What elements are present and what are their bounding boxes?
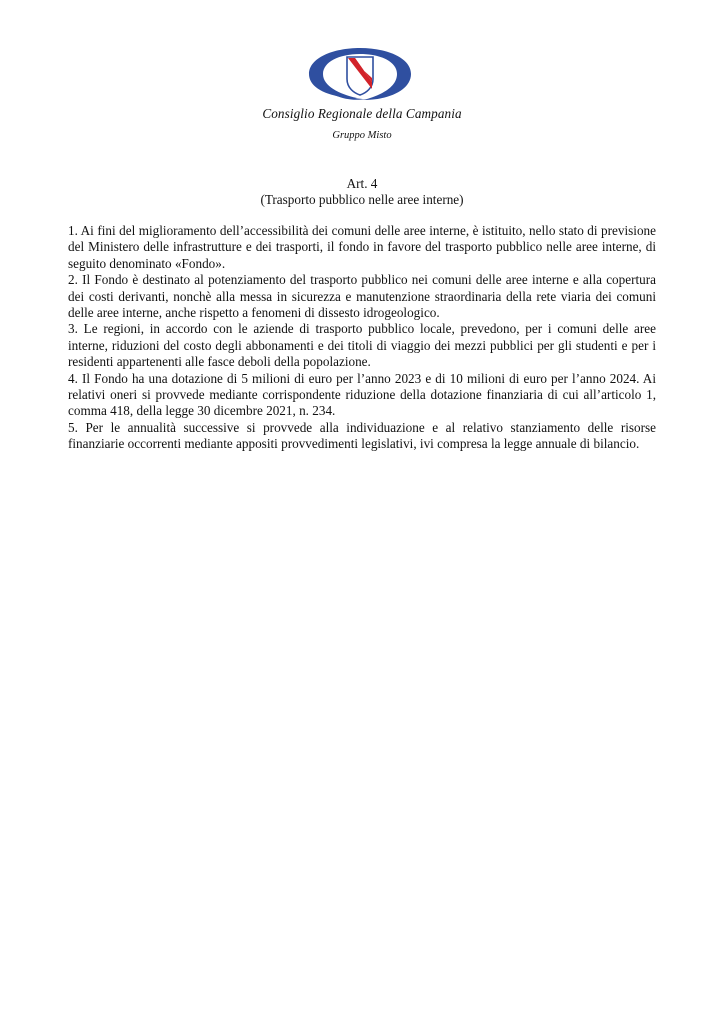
paragraph-4: 4. Il Fondo ha una dotazione di 5 milioni di euro per l’anno 2023 e di 10 milioni di euro per l’anno 2024. Ai relativi oneri si provvede mediante corrispondente riduzione della dotazione finanziaria di cui all’articolo 1, comma 418, della legge 30 dicembre 2021, n. 234. bbox=[68, 370, 656, 419]
group-name: Gruppo Misto bbox=[332, 130, 392, 141]
article-title: (Trasporto pubblico nelle aree interne) bbox=[260, 192, 464, 207]
article-number: Art. 4 bbox=[346, 176, 378, 191]
consiglio-regionale-logo-icon bbox=[305, 44, 415, 104]
paragraph-2: 2. Il Fondo è destinato al potenziamento del trasporto pubblico nei comuni delle aree interne e alla copertura dei costi derivanti, nonchè alla messa in sicurezza e manutenzione straordinaria della rete viaria dei comuni delle aree interne, anche rispetto a fenomeni di dissesto idrogeologico. bbox=[68, 272, 656, 321]
paragraph-5: 5. Per le annualità successive si provvede alla individuazione e al relativo stanziamento delle risorse finanziarie occorrenti mediante appositi provvedimenti legislativi, ivi compresa la legge annuale di bilancio. bbox=[68, 419, 656, 452]
article-body bbox=[68, 223, 656, 453]
organization-name: Consiglio Regionale della Campania bbox=[262, 106, 462, 121]
paragraph-1: 1. Ai fini del miglioramento dell’accessibilità dei comuni delle aree interne, è istituito, nello stato di previsione del Ministero delle infrastrutture e dei trasporti, il fondo in favore del trasporto pubblico nelle aree interne, di seguito denominato «Fondo». bbox=[68, 223, 656, 271]
paragraph-3: 3. Le regioni, in accordo con le aziende di trasporto pubblico locale, prevedono, per i comuni delle aree interne, riduzioni del costo degli abbonamenti e dei titoli di viaggio dei mezzi pubblici per gli studenti e per i residenti appartenenti alle fasce deboli della popolazione. bbox=[68, 321, 656, 370]
logo-graphic bbox=[305, 44, 415, 104]
